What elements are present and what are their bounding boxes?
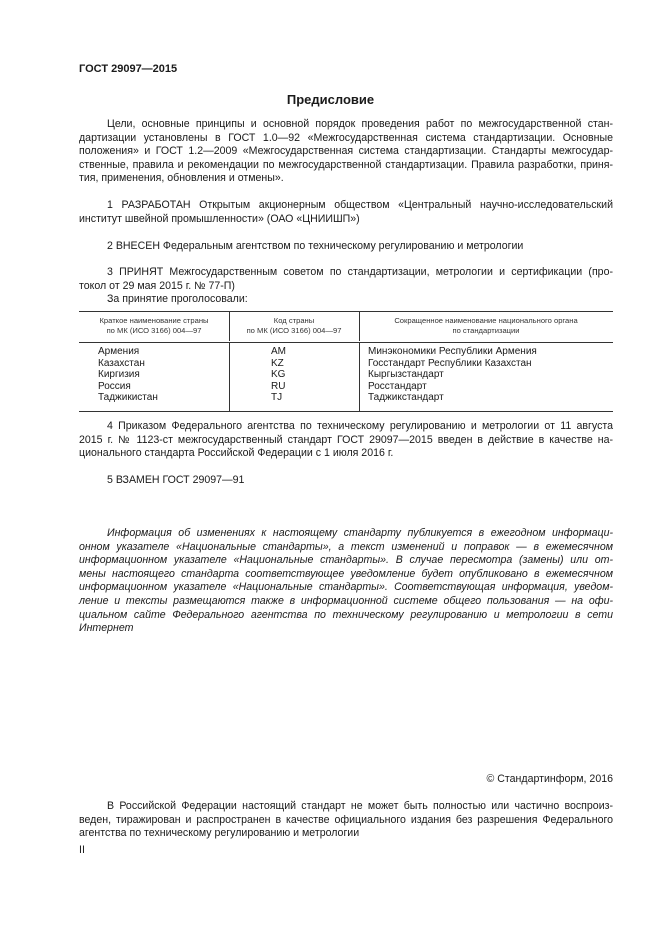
table-cell: KG xyxy=(271,369,286,381)
item-5-replaces xyxy=(79,474,613,488)
item-1-developed xyxy=(79,199,613,226)
table-col-body xyxy=(368,346,537,404)
item-2-line: 2 ВНЕСЕН Федеральным агентством по техническому регулированию и метрологии xyxy=(107,240,524,252)
info-line: циальном сайте Федерального агентства по техническому регулированию и метрологии в сети xyxy=(79,608,613,621)
item-4-line: 4 Приказом Федерального агентства по техническому регулированию и метрологии от 11 августа xyxy=(107,420,613,432)
intro-line: положения» и ГОСТ 1.2—2009 «Межгосударственная система стандартизации. Стандарты межгосудар- xyxy=(79,145,613,158)
info-line: Интернет xyxy=(79,622,134,635)
info-line: Информация об изменениях к настоящему стандарту публикуется в ежегодном информаци- xyxy=(107,527,613,539)
table-cell: Россия xyxy=(98,380,131,392)
table-header-line: по стандартизации xyxy=(452,326,520,335)
rights-line: В Российской Федерации настоящий стандарт не может быть полностью или частично воспроиз- xyxy=(107,800,613,812)
item-1-line: институт швейной промышленности» (ОАО «ЦНИИШП») xyxy=(79,212,360,225)
rights-line: веден, тиражирован и распространен в качестве официального издания без разрешения Федерального xyxy=(79,813,613,826)
table-cell: KZ xyxy=(271,357,284,369)
item-4-order xyxy=(79,420,613,461)
table-header-rule xyxy=(79,342,613,343)
item-5-line: 5 ВЗАМЕН ГОСТ 29097—91 xyxy=(107,474,245,486)
item-1-line: 1 РАЗРАБОТАН Открытым акционерным обществом «Центральный научно-исследовательский xyxy=(107,199,613,211)
table-cell: TJ xyxy=(271,392,283,404)
table-col-code xyxy=(271,346,286,404)
table-cell: Росстандарт xyxy=(368,380,427,392)
intro-line: ственные, правила и рекомендации по межгосударственной стандартизации. Правила разработки, приня- xyxy=(79,158,613,171)
intro-line: дартизации установлены в ГОСТ 1.0—92 «Межгосударственная система стандартизации. Основные xyxy=(79,131,613,144)
intro-line: Цели, основные принципы и основной порядок проведения работ по межгосударственной стан- xyxy=(107,118,613,130)
document-code-header: ГОСТ 29097—2015 xyxy=(79,63,178,75)
table-cell: Киргизия xyxy=(98,369,140,381)
table-col-country xyxy=(98,346,158,404)
page-title: Предисловие xyxy=(286,92,375,107)
info-line: мены настоящего стандарта соответствующее уведомление будет опубликовано в ежемесячном xyxy=(79,567,613,580)
table-cell: AM xyxy=(271,346,286,357)
intro-line: тия, применения, обновления и отмены». xyxy=(79,172,284,185)
table-cell: Армения xyxy=(98,346,140,357)
info-line: ление и тексты размещаются также в информационной системе общего пользования — на офи- xyxy=(79,594,613,607)
copyright-notice: © Стандартинформ, 2016 xyxy=(486,773,613,785)
voted-label: За принятие проголосовали: xyxy=(107,293,248,306)
info-paragraph xyxy=(79,527,613,636)
table-cell: Госстандарт Республики Казахстан xyxy=(368,357,532,369)
item-3-line: токол от 29 мая 2015 г. № 77-П) xyxy=(79,279,235,292)
table-divider xyxy=(229,342,230,411)
table-header-body xyxy=(359,316,613,336)
table-cell: Таджикстандарт xyxy=(368,392,444,404)
table-header-country xyxy=(79,316,229,336)
intro-paragraph xyxy=(79,118,613,186)
page-number: II xyxy=(79,844,85,856)
item-3-adopted xyxy=(79,266,613,307)
table-divider xyxy=(359,342,360,411)
item-4-line: 2015 г. № 1123-ст межгосударственный стандарт ГОСТ 29097—2015 введен в действие в качестве на- xyxy=(79,433,613,446)
table-header-code xyxy=(229,316,359,336)
info-line: информационном указателе «Национальные стандарты». В случае пересмотра (замены) или от- xyxy=(79,554,613,567)
voting-table xyxy=(79,311,613,412)
rights-paragraph xyxy=(79,800,613,841)
table-cell: Казахстан xyxy=(98,357,145,369)
info-line: информационном указателе «Национальные стандарты». Соответствующая информация, уведом- xyxy=(79,581,613,594)
rights-line: агентства по техническому регулированию и метрологии xyxy=(79,827,360,840)
table-cell: RU xyxy=(271,380,286,392)
table-header-line: по МК (ИСО 3166) 004—97 xyxy=(246,326,342,335)
table-cell: Минэкономики Республики Армения xyxy=(368,346,537,357)
info-line: онном указателе «Национальные стандарты», а текст изменений и поправок — в ежемесячном xyxy=(79,540,613,553)
item-4-line: ционального стандарта Российской Федерации с 1 июля 2016 г. xyxy=(79,447,394,460)
table-header-line: по МК (ИСО 3166) 004—97 xyxy=(106,326,202,335)
table-cell: Кыргызстандарт xyxy=(368,369,444,381)
table-header-line: Код страны xyxy=(273,316,315,325)
item-3-line: 3 ПРИНЯТ Межгосударственным советом по стандартизации, метрологии и сертификации (про- xyxy=(107,266,613,278)
table-cell: Таджикистан xyxy=(98,392,158,404)
item-2-submitted xyxy=(79,240,613,254)
table-header-line: Краткое наименование страны xyxy=(99,316,209,325)
table-header-line: Сокращенное наименование национального органа xyxy=(394,316,578,325)
